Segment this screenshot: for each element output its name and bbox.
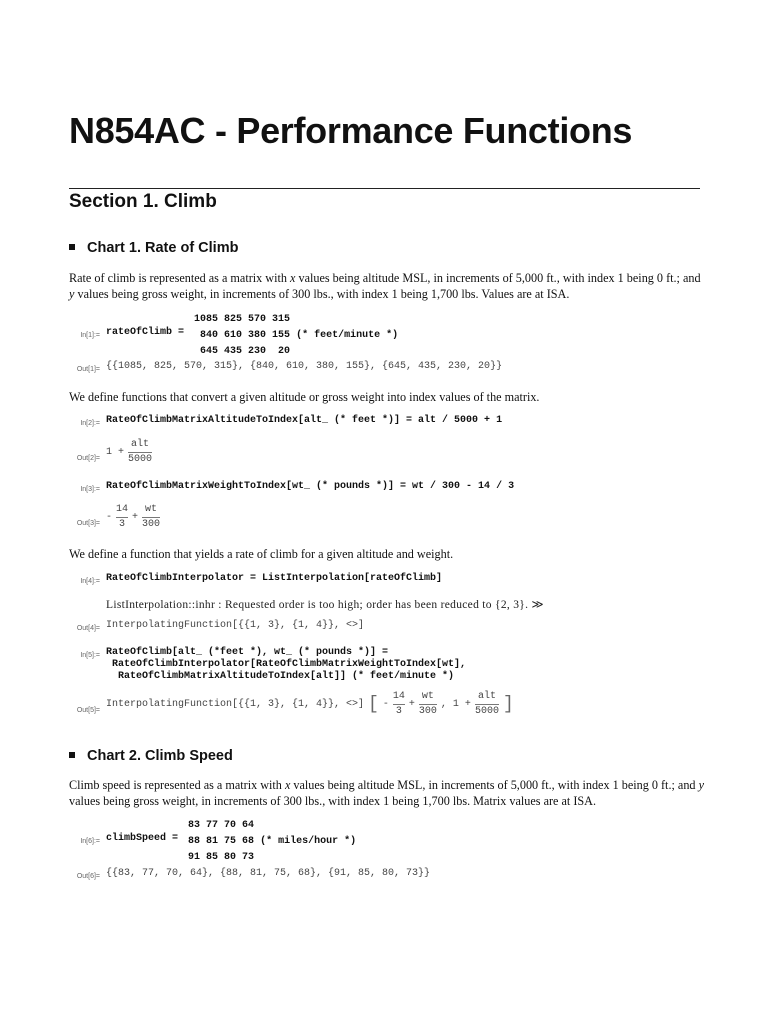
- output-label: Out[5]=: [76, 707, 100, 714]
- code-matrix-name[interactable]: rateOfClimb =: [106, 327, 185, 338]
- output-label: Out[1]=: [76, 366, 100, 373]
- paragraph-rate-of-climb: Rate of climb is represented as a matrix with x values being altitude MSL, in increments of 5,000 ft., with index 1 being 0 ft.; and y values being gross weight, in increments of 300 lbs., with index 1 being 1,700 lbs. Values are at ISA.: [69, 271, 701, 301]
- input-label: In[6]:=: [80, 838, 100, 845]
- message-list-interpolation: ListInterpolation::inhr : Requested order is too high; order has been reduced to {2, 3}. ≫: [106, 599, 544, 611]
- input-label: In[3]:=: [80, 486, 100, 493]
- paragraph-climb-speed: Climb speed is represented as a matrix with x values being altitude MSL, in increments of 5,000 ft., with index 1 being 0 ft.; and y values being gross weight, in increments of 300 lbs., with index 1 being 1,700 lbs. Matrix values are at ISA.: [69, 778, 704, 808]
- subsection-heading-text: Chart 1. Rate of Climb: [87, 240, 239, 256]
- bullet-icon: [69, 752, 75, 758]
- code-matrix-rate-of-climb[interactable]: [194, 311, 404, 359]
- input-label: In[4]:=: [80, 578, 100, 585]
- code-matrix-climb-speed[interactable]: [188, 817, 362, 865]
- matrix-row: 88 81 75 68 (* miles/hour *): [188, 835, 357, 847]
- output-interpolator: InterpolatingFunction[{{1, 3}, {1, 4}}, <>]: [106, 620, 365, 631]
- code-interpolator[interactable]: RateOfClimbInterpolator = ListInterpolation[rateOfClimb]: [106, 573, 443, 584]
- output-climb-speed: {{83, 77, 70, 64}, {88, 81, 75, 68}, {91, 85, 80, 73}}: [106, 868, 431, 879]
- output-label: Out[6]=: [76, 873, 100, 880]
- code-matrix-name[interactable]: climbSpeed =: [106, 833, 179, 844]
- subsection-heading-rate-of-climb: [69, 240, 238, 256]
- output-label: Out[4]=: [76, 625, 100, 632]
- output-label: Out[2]=: [76, 455, 100, 462]
- code-altitude-to-index[interactable]: RateOfClimbMatrixAltitudeToIndex[alt_ (* feet *)] = alt / 5000 + 1: [106, 415, 503, 426]
- code-weight-to-index[interactable]: RateOfClimbMatrixWeightToIndex[wt_ (* pounds *)] = wt / 300 - 14 / 3: [106, 481, 515, 492]
- output-label: Out[3]=: [76, 520, 100, 527]
- section-heading-climb: Section 1. Climb: [69, 191, 217, 212]
- matrix-row: 645 435 230 20: [200, 345, 291, 357]
- output-altitude-to-index: 1 + $\frac{\text{alt}}{5000}$: [106, 439, 153, 465]
- subsection-heading-climb-speed: [69, 748, 233, 764]
- matrix-row: 1085 825 570 315: [194, 313, 291, 325]
- section-divider: [69, 188, 700, 189]
- input-label: In[1]:=: [80, 332, 100, 339]
- matrix-row: 91 85 80 73: [188, 851, 255, 863]
- code-rate-of-climb-line1[interactable]: RateOfClimb[alt_ (*feet *), wt_ (* pounds *)] =: [106, 647, 389, 658]
- matrix-row: 840 610 380 155 (* feet/minute *): [200, 329, 399, 341]
- bullet-icon: [69, 244, 75, 250]
- page-title: N854AC - Performance Functions: [69, 110, 633, 151]
- paragraph-rate-function: We define a function that yields a rate of climb for a given altitude and weight.: [69, 547, 454, 561]
- matrix-row: 83 77 70 64: [188, 819, 255, 831]
- output-rate-of-climb-function: InterpolatingFunction[{{1, 3}, {1, 4}}, <>] [ - $\frac{14}{3}$ + $\frac{wt}{300}$ , 1 + $\frac{\text{alt}}{5000}$ ]: [106, 691, 514, 717]
- output-rate-of-climb: {{1085, 825, 570, 315}, {840, 610, 380, 155}, {645, 435, 230, 20}}: [106, 361, 503, 372]
- output-weight-to-index: - $\frac{14}{3}$ + $\frac{wt}{300}$: [106, 504, 161, 530]
- code-rate-of-climb-line2[interactable]: RateOfClimbInterpolator[RateOfClimbMatrixWeightToIndex[wt],: [106, 659, 467, 670]
- input-label: In[2]:=: [80, 420, 100, 427]
- paragraph-index-functions: We define functions that convert a given altitude or gross weight into index values of the matrix.: [69, 390, 540, 404]
- code-rate-of-climb-line3[interactable]: RateOfClimbMatrixAltitudeToIndex[alt]] (* feet/minute *): [106, 671, 455, 682]
- input-label: In[5]:=: [80, 652, 100, 659]
- subsection-heading-text: Chart 2. Climb Speed: [87, 748, 233, 764]
